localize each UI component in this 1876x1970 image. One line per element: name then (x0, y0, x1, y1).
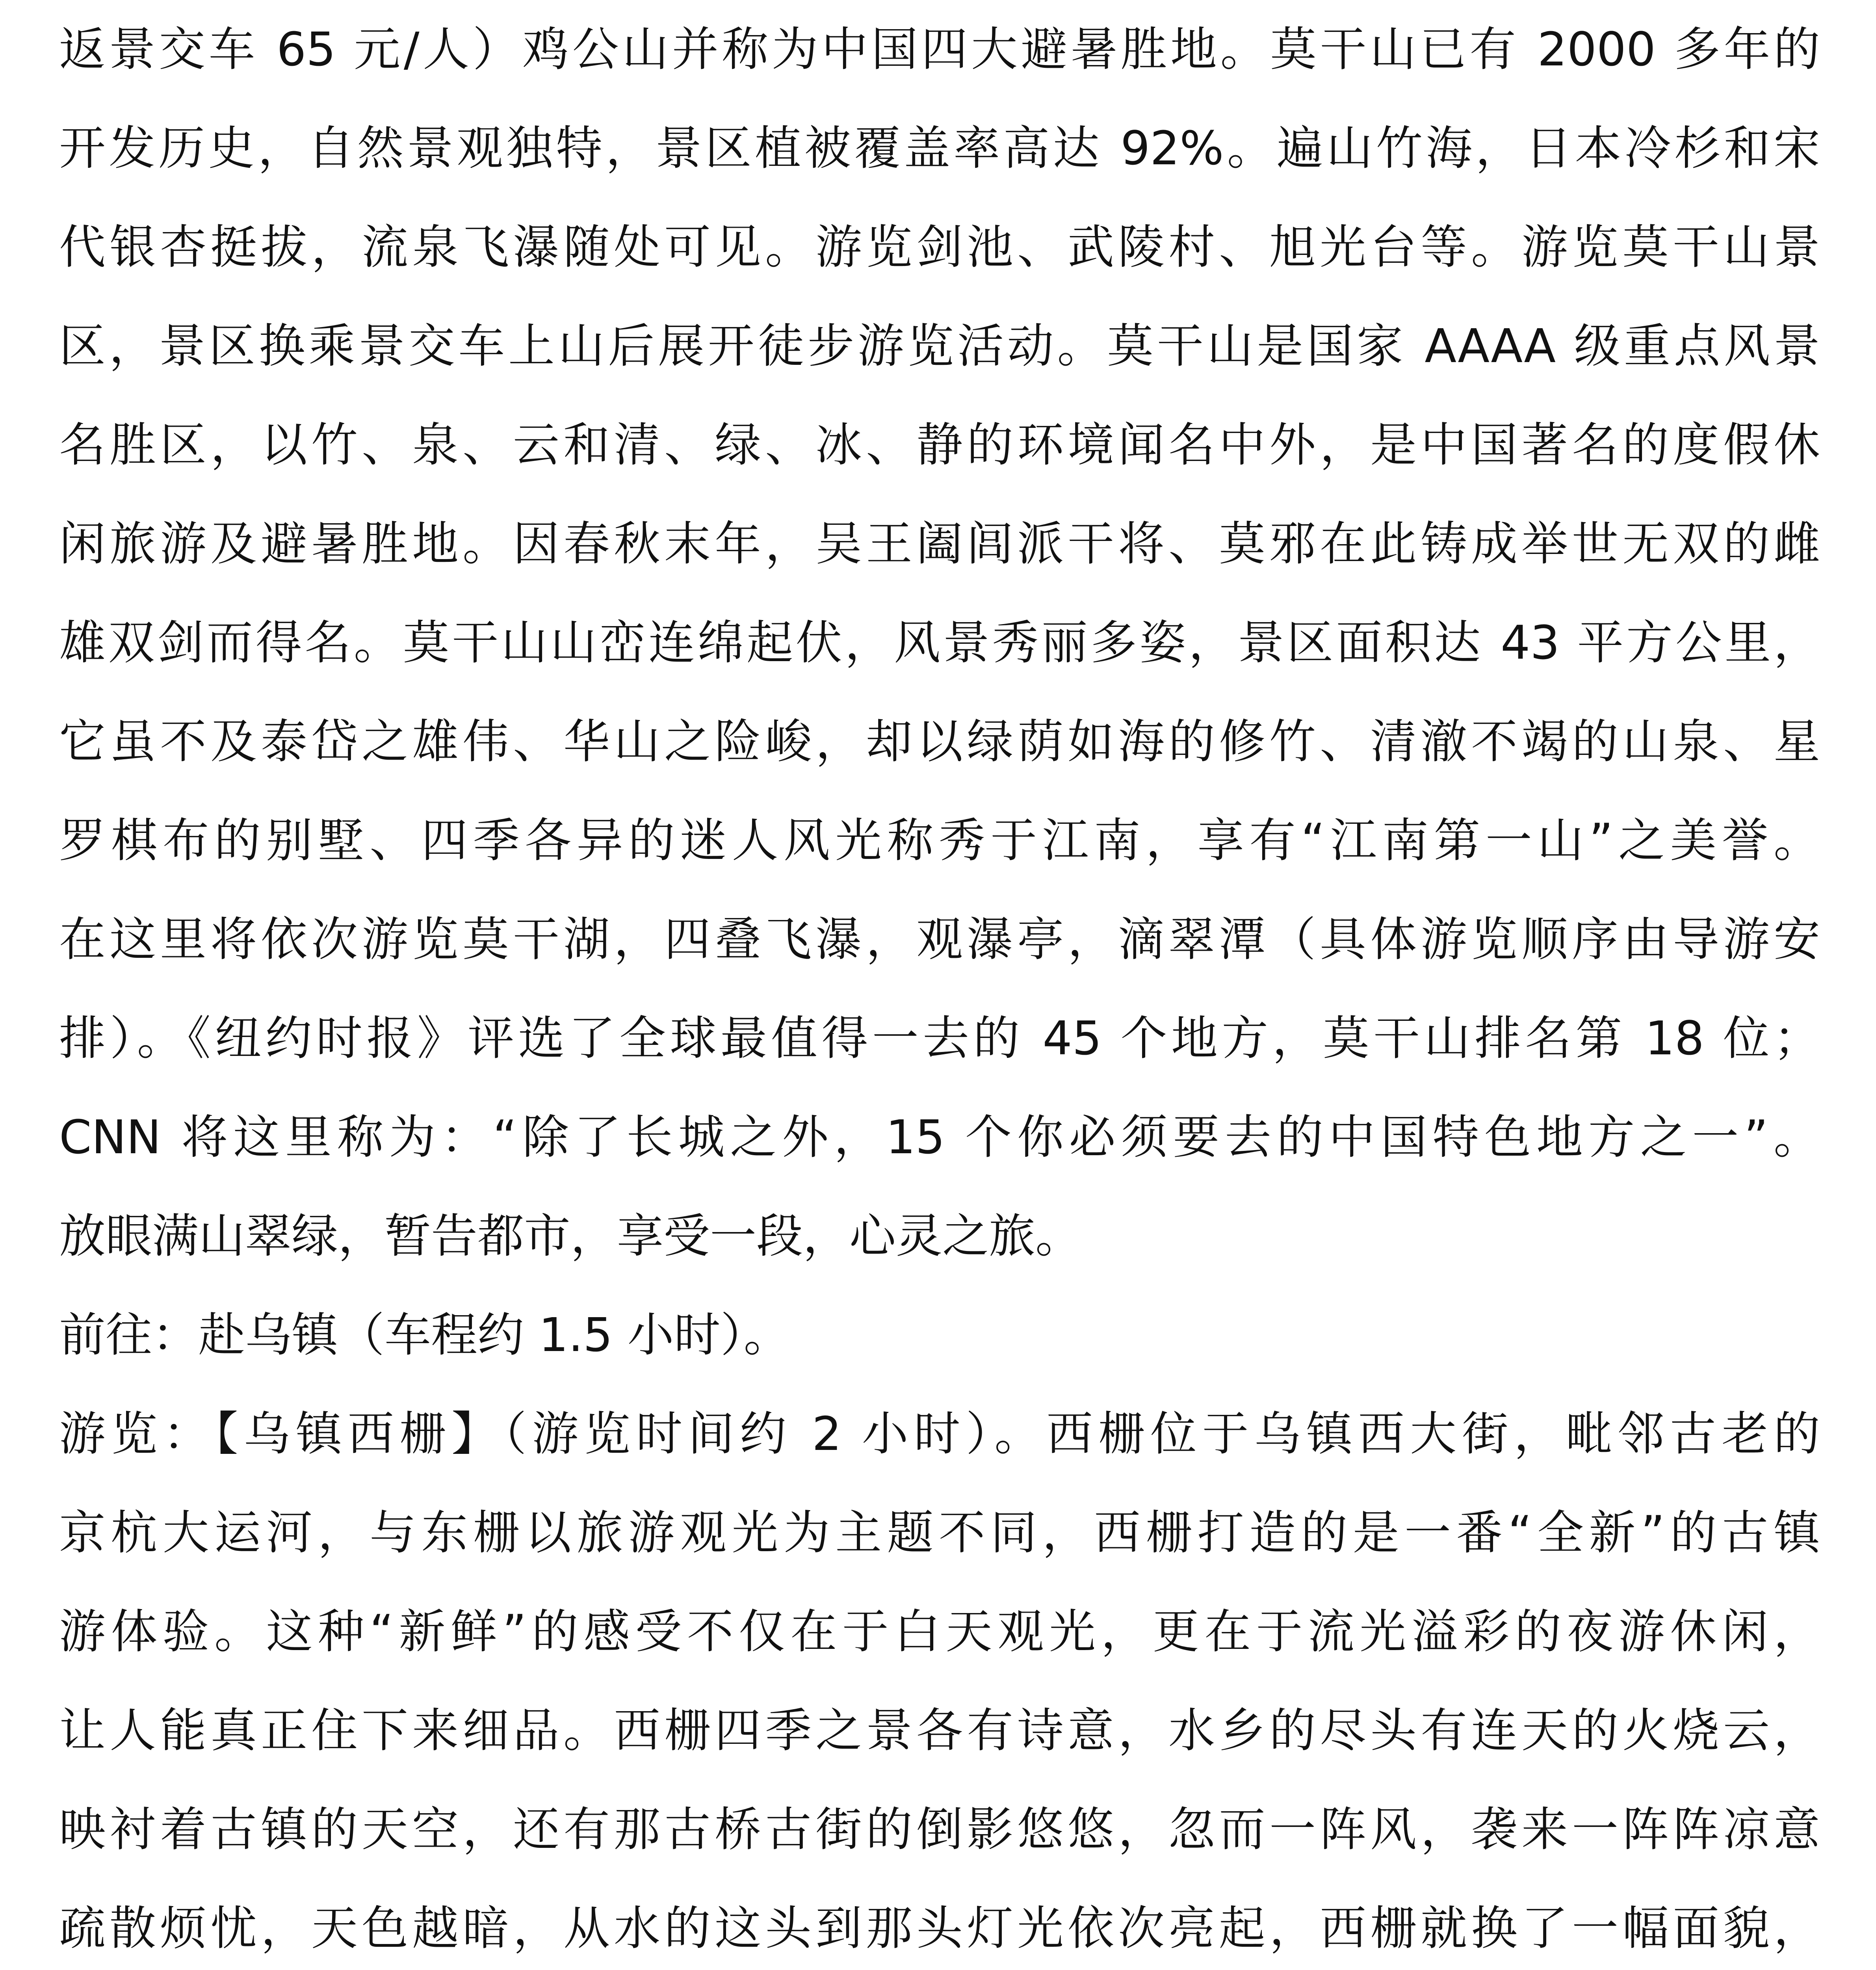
text-line: 代银杏挺拔，流泉飞瀑随处可见。游览剑池、武陵村、旭光台等。游览莫干山景 (59, 220, 1820, 274)
text-line: 排）。《纽约时报》评选了全球最值得一去的 45 个地方，莫干山排名第 18 位； (59, 1011, 1820, 1065)
text-line: CNN 将这里称为：“除了长城之外，15 个你必须要去的中国特色地方之一”。 (59, 1110, 1820, 1164)
text-line: 映衬着古镇的天空，还有那古桥古街的倒影悠悠，忽而一阵风，袭来一阵阵凉意 (59, 1802, 1820, 1857)
text-line: 在这里将依次游览莫干湖，四叠飞瀑，观瀑亭，滴翠潭（具体游览顺序由导游安 (59, 912, 1820, 966)
text-line: 名胜区，以竹、泉、云和清、绿、冰、静的环境闻名中外，是中国著名的度假休 (59, 418, 1820, 472)
text-line: 游体验。这种“新鲜”的感受不仅在于白天观光，更在于流光溢彩的夜游休闲， (59, 1604, 1820, 1659)
text-line: 闲旅游及避暑胜地。因春秋末年，吴王阖闾派干将、莫邪在此铸成举世无双的雌 (59, 517, 1820, 571)
text-line: 返景交车 65 元/人）鸡公山并称为中国四大避暑胜地。莫干山已有 2000 多年的 (59, 22, 1820, 76)
text-line: 罗棋布的别墅、四季各异的迷人风光称秀于江南，享有“江南第一山”之美誉。 (59, 813, 1820, 868)
text-line: 京杭大运河，与东栅以旅游观光为主题不同，西栅打造的是一番“全新”的古镇 (59, 1505, 1820, 1560)
text-line: 区，景区换乘景交车上山后展开徒步游览活动。莫干山是国家 AAAA 级重点风景 (59, 319, 1820, 373)
itinerary-text (59, 0, 1820, 1970)
text-line: 疏散烦忧，天色越暗，从水的这头到那头灯光依次亮起，西栅就换了一幅面貌， (59, 1901, 1820, 1955)
text-line: 雄双剑而得名。莫干山山峦连绵起伏，风景秀丽多姿，景区面积达 43 平方公里， (59, 615, 1820, 670)
text-line: 它虽不及泰岱之雄伟、华山之险峻，却以绿荫如海的修竹、清澈不竭的山泉、星 (59, 714, 1820, 769)
text-line: 放眼满山翠绿，暂告都市，享受一段，心灵之旅。 (59, 1209, 1082, 1263)
text-line: 游览：【乌镇西栅】（游览时间约 2 小时）。西栅位于乌镇西大街，毗邻古老的 (59, 1407, 1820, 1461)
text-line: 开发历史，自然景观独特，景区植被覆盖率高达 92%。遍山竹海，日本冷杉和宋 (59, 121, 1820, 175)
text-line: 让人能真正住下来细品。西栅四季之景各有诗意，水乡的尽头有连天的火烧云， (59, 1703, 1820, 1758)
text-line: 前往：赴乌镇（车程约 1.5 小时）。 (59, 1308, 790, 1362)
